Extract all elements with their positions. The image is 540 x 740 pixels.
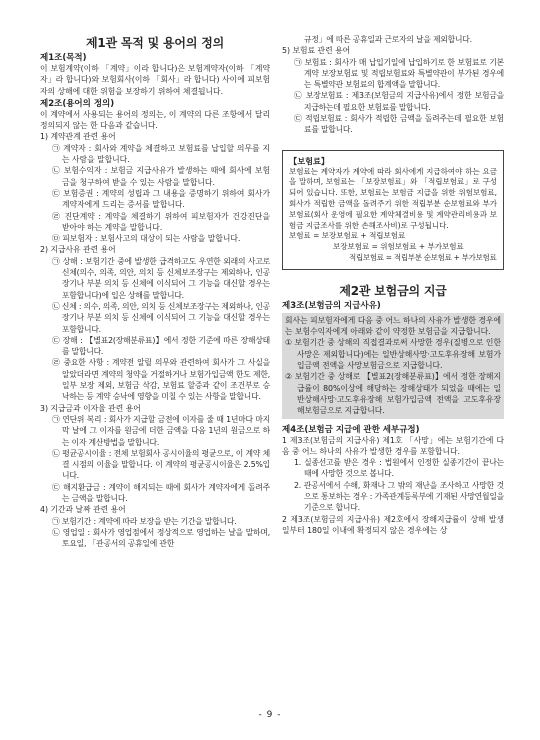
article-body: 이 계약에서 사용되는 용어의 정의는, 이 계약의 다른 조항에서 달리 정의되지 않는 한 다음과 같습니다. xyxy=(40,109,270,131)
box-title: 【보험료】 xyxy=(289,155,330,166)
article-body: 이 보험계약(이하 「계약」이라 합니다)은 보험계약자(이하 「계약자」라 합니다)와 보험회사(이하 「회사」라 합니다) 사이에 피보험자의 상해에 대한 위험을 보장하기 위하여 체결됩니다. xyxy=(40,64,270,96)
clause-item: ① 보험기간 중 상해의 직접결과로써 사망한 경우(질병으로 인한 사망은 제외합니다)에는 일반상해사망·고도후유장해 보험가입금액 전액을 사망보험금으로 지급합니다. xyxy=(285,338,501,371)
clause-item: 2 제3조(보험금의 지급사유) 제2호에서 장해지급률이 상해 발생일부터 180일 이내에 확정되지 않은 경우에는 상 xyxy=(282,514,504,535)
definition-item: ㉠ 상해 : 보험기간 중에 발생한 급격하고도 우연한 외래의 사고로 신체(의수, 의족, 의안, 의치 등 신체보조장구는 제외하나, 인공장기나 부분 의치 등 신체에 이식되어 그 기능을 대신할 경우는 포함합니다)에 입은 상해를 말합니다. xyxy=(52,256,270,300)
continued-text: 규정」에 따른 공휴일과 근로자의 날을 제외합니다. xyxy=(304,35,472,44)
definition-item: ㉡ 영업일 : 회사가 영업점에서 정상적으로 영업하는 날을 말하며, 토요일, 「관공서의 공휴일에 관한 xyxy=(52,527,270,549)
definition-item: ㉢ 해지환급금 : 계약이 해지되는 때에 회사가 계약자에게 돌려주는 금액을 말합니다. xyxy=(52,482,270,503)
definition-item: ㉠ 보험료 : 회사가 매 납입기일에 납입하기로 한 보험료로 기본계약 보장보험료 및 적립보험료와 특별약관이 부가된 경우에는 특별약관 보험료의 합계액을 말합니다. xyxy=(294,57,504,90)
highlighted-clause xyxy=(282,313,504,419)
box-body: 보험료는 계약자가 계약에 따라 회사에게 지급하여야 하는 요금을 말하며, 보험료는 「보장보험료」와 「적립보험료」로 구성되어 있습니다. 또한, 보험료는 보험금 지급을 위한 위험보험료, 회사가 적립한 금액을 돌려주기 위한 적립부분 순보험료와 부가보험료(회사 운영에 필요한 계약체결비용 및 계약관리비용과 보험금 지급조사를 위한 손해조사비)로 구성됩니다. xyxy=(289,166,497,230)
page-number: - 9 - xyxy=(258,710,282,720)
definition-item: ㉢ 보험증권 : 계약의 성립과 그 내용을 증명하기 위하여 회사가 계약자에게 드리는 증서를 말합니다. xyxy=(52,188,270,210)
definition-item: ㉢ 적립보험료 : 회사가 적립한 금액을 돌려주는데 필요한 보험료를 말합니다. xyxy=(294,114,504,135)
article-title: 제4조(보험금 지급에 관한 세부규정) xyxy=(282,424,420,435)
chapter-title: 제2관 보험금의 지급 xyxy=(339,283,447,298)
section-heading: 5) 보험료 관련 용어 xyxy=(282,46,351,56)
article-title: 제1조(목적) xyxy=(40,53,87,63)
section-heading: 4) 기간과 날짜 관련 용어 xyxy=(40,505,126,515)
section-heading: 2) 지급사유 관련 용어 xyxy=(40,245,116,255)
definition-item: ㉣ 진단계약 : 계약을 체결하기 위하여 피보험자가 건강진단을 받아야 하는 계약을 말합니다. xyxy=(52,211,270,232)
definition-item: ㉡ 보장보험료 : 제3조(보험금의 지급사유)에서 정한 보험금을 지급하는데 필요한 보험료를 말합니다. xyxy=(294,91,504,112)
section-heading: 3) 지급금과 이자율 관련 용어 xyxy=(40,403,141,413)
article-body: 회사는 피보험자에게 다음 중 어느 하나의 사유가 발생한 경우에는 보험수익자에게 아래와 같이 약정한 보험금을 지급합니다. xyxy=(285,315,501,337)
formula-line: 보장보험료 = 위험보험료 + 부가보험료 xyxy=(333,242,464,252)
definition-item: ㉠ 계약자 : 회사와 계약을 체결하고 보험료를 납입할 의무를 지는 사람을 말합니다. xyxy=(52,143,270,165)
definition-item: ㉠ 연단위 복리 : 회사가 지급할 금전에 이자를 줄 때 1년마다 마지막 날에 그 이자를 원금에 더한 금액을 다음 1년의 원금으로 하는 이자 계산방법을 말합니다. xyxy=(52,414,270,447)
definition-item: ㉢ 장해 : 【별표2(장해분류표)】에서 정한 기준에 따른 장해상태를 말합니다. xyxy=(52,335,270,357)
clause-subitem: 2. 관공서에서 수해, 화재나 그 밖의 재난을 조사하고 사망한 것으로 통보하는 경우 : 가족관계등록부에 기재된 사망연월일을 기준으로 합니다. xyxy=(294,480,504,513)
left-column xyxy=(40,34,270,549)
clause-subitem: 1. 실종선고를 받은 경우 : 법원에서 인정한 실종기간이 끝나는 때에 사망한 것으로 봅니다. xyxy=(294,458,504,479)
definition-item: ㉡ 신체 : 의수, 의족, 의안, 의치 등 신체보조장구는 제외하나, 인공장기나 부분 의치 등 신체에 이식되어 그 기능을 대신할 경우는 포함합니다. xyxy=(52,301,270,334)
formula-line: 보험료 = 보장보험료 + 적립보험료 xyxy=(289,231,406,241)
article-title: 제3조(보험금의 지급사유) xyxy=(282,300,381,311)
chapter-title: 제1관 목적 및 용어의 정의 xyxy=(86,36,224,50)
premium-info-box xyxy=(282,150,504,270)
definition-item: ㉡ 평균공시이율 : 전체 보험회사 공시이율의 평균으로, 이 계약 체결 시점의 이율을 말합니다. 이 계약의 평균공시이율은 2.5%입니다. xyxy=(52,448,270,481)
definition-item: ㉣ 중요한 사항 : 계약전 알릴 의무와 관련하여 회사가 그 사실을 알았더라면 계약의 청약을 거절하거나 보험가입금액 한도 제한, 일부 보장 제외, 보험금 삭감, 보험료 할증과 같이 조건부로 승낙하는 등 계약 승낙에 영향을 미칠 수 있는 사항을 말합니다. xyxy=(52,358,270,402)
right-column xyxy=(282,34,504,536)
formula-line: 적립보험료 = 적립부분 순보험료 + 부가보험료 xyxy=(349,253,497,263)
clause-item: ② 보험기간 중 상해로 【별표2(장해분류표)】에서 정한 장해지급률이 80%이상에 해당하는 장해상태가 되었을 때에는 일반상해사망·고도후유장해 보험가입금액 전액을 고도후유장해보험금으로 지급합니다. xyxy=(285,372,501,416)
definition-item: ㉠ 보험기간 : 계약에 따라 보장을 받는 기간을 말합니다. xyxy=(52,516,237,526)
definition-item: ㉡ 보험수익자 : 보험금 지급사유가 발생하는 때에 회사에 보험금을 청구하여 받을 수 있는 사람을 말합니다. xyxy=(52,166,270,187)
article-title: 제2조(용어의 정의) xyxy=(40,98,115,109)
clause-item: 1 제3조(보험금의 지급사유) 제1호 「사망」에는 보험기간에 다음 중 어느 하나의 사유가 발생한 경우를 포함합니다. xyxy=(282,435,504,456)
section-heading: 1) 계약관계 관련 용어 xyxy=(40,132,116,142)
definition-item: ㉤ 피보험자 : 보험사고의 대상이 되는 사람을 말합니다. xyxy=(52,234,241,244)
